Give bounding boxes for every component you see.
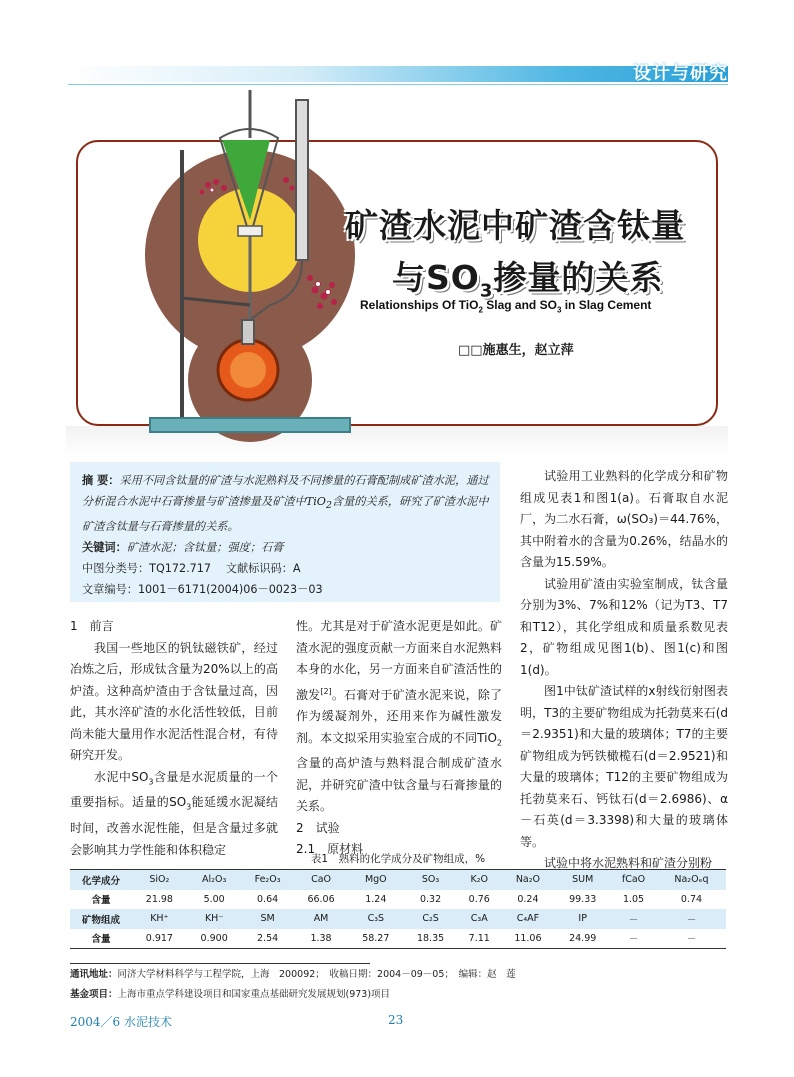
table-cell: Na₂O [501,870,556,890]
table-cell: 1.24 [365,893,387,905]
flask-neck [242,320,254,344]
table-cell: 99.33 [569,893,597,905]
ring-stand-base [150,418,350,432]
paragraph: 图1中钛矿渣试样的x射线衍射图表明，T3的主要矿物组成为托勃莫来石(d＝2.9351)和大量的玻璃体；T7的主要矿物组成为钙铁橄榄石(d＝2.9521)和大量的玻璃体；T12的主要矿物组成为托勃莫来石、钙钛石(d＝2.6986)、α－石英(d＝3.3398)和大量的玻璃体等。 [520,684,728,849]
table-cell: AM [294,909,349,929]
keywords: 关键词：矿渣水泥；含钛量；强度；石膏 [82,541,284,555]
footnote-rule [70,963,370,964]
lab-apparatus-illustration [110,80,370,450]
table-cell: C₂S [403,909,458,929]
paragraph: 试验中将水泥熟料和矿渣分别粉 [544,856,713,870]
table-cell: Al₂O₃ [187,870,242,890]
table-cell: C₄AF [501,909,556,929]
table-cell: C₃A [458,909,501,929]
table-cell: 0.24 [517,893,539,905]
table-cell: － [610,909,657,929]
stopcock [238,226,262,236]
section-heading-intro: 1 前言 [70,619,114,633]
column-right [520,466,728,875]
classification-number: 中图分类号：TQ172.717 文献标识码：A [82,562,301,576]
clinker-composition-table [70,869,726,949]
table-row [70,929,726,949]
table-cell: 11.06 [501,929,556,949]
row-label-cell: 矿物组成 [70,909,132,929]
table-cell: 0.32 [419,893,442,905]
condenser [296,100,308,260]
table-cell: KH⁺ [132,909,187,929]
table-row [70,890,726,910]
table-cell: 58.27 [348,929,403,949]
table-cell: CaO [294,870,349,890]
paragraph: 试验用工业熟料的化学成分和矿物组成见表1和图1(a)。石膏取自水泥厂，为二水石膏，ω(SO₃)＝44.76%，其中附着水的含量为0.26%，结晶水的含量为15.59%。 [520,469,728,569]
subsection-heading-materials: 2.1 原材料 [296,842,364,857]
table-cell: SM [242,909,294,929]
footer-journal: 2004／6 水泥技术 [70,1015,172,1029]
paragraph: 我国一些地区的钒钛磁铁矿，经过冶炼之后，形成钛含量为20%以上的高炉渣。这种高炉渣由于含钛量过高，因此，其水淬矿渣的水化活性较低，目前尚未能大量用作水泥活性混合材，有待研究开发。 [70,640,278,762]
table-cell: 0.900 [187,929,242,949]
authors: □□施惠生，赵立萍 [458,343,574,358]
section-heading-experiment: 2 试验 [296,820,340,835]
table-cell: 66.06 [307,893,335,905]
row-label-cell: 化学成分 [70,870,132,890]
table-cell: Na₂Oₑq [657,870,726,890]
table-cell: 18.35 [403,929,458,949]
title-line-2: 与$SO_3$掺量的关系 [392,258,664,302]
row-label-cell: 含量 [91,895,111,907]
table-cell: 1.38 [294,929,349,949]
table-cell: － [657,909,726,929]
table-cell: 1.05 [622,893,645,905]
row-label-cell: 含量 [70,929,132,949]
table-cell: 24.99 [555,929,610,949]
section-tag: 设计与研究 [633,63,728,84]
abstract-box [70,462,500,602]
abstract-paragraph: 摘 要：采用不同含钛量的矿渣与水泥熟料及不同掺量的石膏配制成矿渣水泥，通过分析混合水泥中石膏掺量与矿渣掺量及矿渣中TiO$_2$含量的关系，研究了矿渣水泥中矿渣含钛量与石膏掺量的关系。 [82,474,489,534]
english-title: Relationships Of TiO$_2$ Slag and $SO_3$ in Slag Cement [360,298,652,315]
title-line-1: 矿渣水泥中矿渣含钛量 [345,206,685,245]
paragraph: 试验用矿渣由实验室制成，钛含量分别为3%、7%和12%（记为T3、T7和T12），其化学组成和质量系数见表2，矿物组成见图1(b)、图1(c)和图1(d)。 [520,576,728,677]
table-cell: 0.64 [257,893,279,905]
table-cell: IP [555,909,610,929]
table-cell: － [657,929,726,949]
paragraph: 水泥中$SO_3$含量是水泥质量的一个重要指标。适量的$SO_3$能延缓水泥凝结时间，改善水泥性能，但是含量过多就会影响其力学性能和体积稳定 [70,769,278,857]
table-caption: 表1 熟料的化学成分及矿物组成，% [310,853,486,865]
paragraph: 性。尤其是对于矿渣水泥更是如此。矿渣水泥的强度贡献一方面来自水泥熟料本身的水化，另一方面来自矿渣活性的激发[2]。石膏对于矿渣水泥来说，除了作为缓凝剂外，还用来作为碱性激发剂。本文拟采用实验室合成的不同TiO$_2$含量的高炉渣与熟料混合制成矿渣水泥，并研究矿渣中钛含量与石膏掺量的关系。 [296,619,502,814]
table-cell: 5.00 [203,893,225,905]
table-cell: KH⁻ [187,909,242,929]
table-cell: 0.917 [132,929,187,949]
table-cell: MgO [348,870,403,890]
table-cell: 0.76 [468,893,490,905]
table-cell: 0.74 [680,893,703,905]
table-cell: SO₃ [403,870,458,890]
table-cell: K₂O [458,870,501,890]
table-cell: SUM [555,870,610,890]
table-cell: － [610,929,657,949]
article-number: 文章编号：1001－6171(2004)06－0023－03 [82,583,323,597]
table-row [70,870,726,890]
table-cell: Fe₂O₃ [242,870,294,890]
flask-liquid [230,352,266,388]
column-left [70,616,278,861]
table-cell: C₃S [348,909,403,929]
table-cell: 2.54 [242,929,294,949]
footnote-address: 通讯地址：同济大学材料科学与工程学院，上海 200092； 收稿日期：2004－09－05； 编辑：赵 莲 [70,969,516,980]
column-middle [296,616,502,861]
table-cell: 7.11 [458,929,501,949]
table-cell: fCaO [610,870,657,890]
table-cell: 21.98 [145,893,173,905]
footnote-funding: 基金项目：上海市重点学科建设项目和国家重点基础研究发展规划(973)项目 [70,989,391,1000]
table-cell: SiO₂ [132,870,187,890]
page-number: 23 [388,1013,404,1027]
table-row [70,909,726,929]
